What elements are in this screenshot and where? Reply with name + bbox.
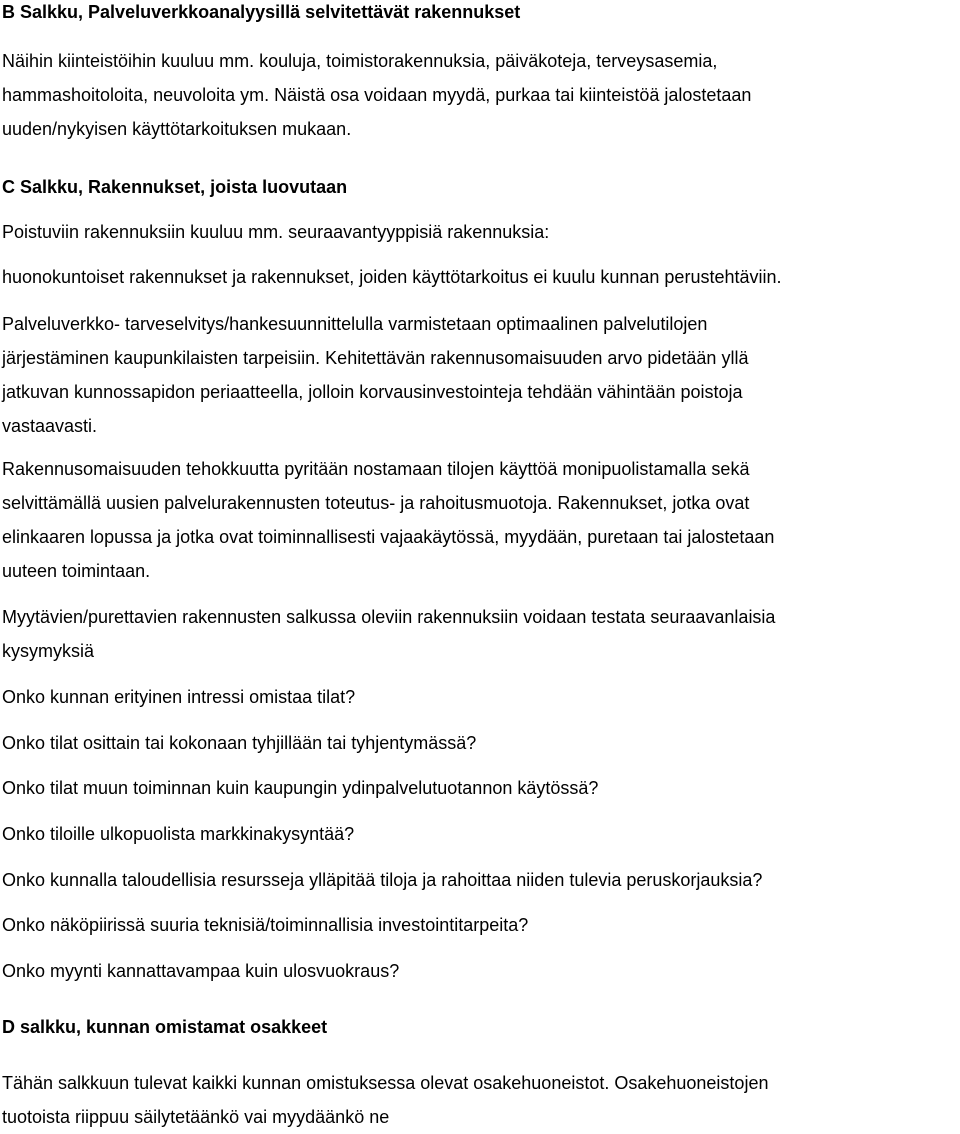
section-c-paragraph-3	[2, 600, 952, 668]
section-c-paragraph-1-line: vastaavasti.	[2, 416, 98, 436]
section-c-paragraph-3-line: Myytävien/purettavien rakennusten salkussa oleviin rakennuksiin voidaan testata seuraavanlaisia	[2, 607, 776, 627]
question-item: Onko kunnalla taloudellisia resursseja ylläpitää tiloja ja rahoittaa niiden tulevia peruskorjauksia?	[2, 870, 763, 890]
section-c-paragraph-3-line: kysymyksiä	[2, 641, 95, 661]
section-b-paragraph-line: hammashoitoloita, neuvoloita ym. Näistä osa voidaan myydä, purkaa tai kiinteistöä jalostetaan	[2, 85, 752, 105]
section-c-paragraph-2-line: selvittämällä uusien palvelurakennusten toteutus- ja rahoitusmuotoja. Rakennukset, jotka ovat	[2, 493, 750, 513]
question-item: Onko myynti kannattavampaa kuin ulosvuokraus?	[2, 961, 400, 981]
section-c-paragraph-2	[2, 452, 952, 588]
section-b-heading: B Salkku, Palveluverkkoanalyysillä selvitettävät rakennukset	[2, 2, 521, 22]
section-d-heading: D salkku, kunnan omistamat osakkeet	[2, 1017, 328, 1037]
section-c-paragraph-1	[2, 307, 952, 443]
section-c-paragraph-2-line: elinkaaren lopussa ja jotka ovat toiminnallisesti vajaakäytössä, myydään, puretaan tai jalostetaan	[2, 527, 775, 547]
section-c-paragraph-1-line: jatkuvan kunnossapidon periaatteella, jolloin korvausinvestointeja tehdään vähintään poistoja	[2, 382, 743, 402]
question-item: Onko tilat osittain tai kokonaan tyhjillään tai tyhjentymässä?	[2, 733, 477, 753]
section-c-intro: Poistuviin rakennuksiin kuuluu mm. seuraavantyyppisiä rakennuksia:	[2, 222, 550, 242]
section-c-paragraph-2-line: Rakennusomaisuuden tehokkuutta pyritään nostamaan tilojen käyttöä monipuolistamalla sekä	[2, 459, 750, 479]
section-b-paragraph-line: uuden/nykyisen käyttötarkoituksen mukaan.	[2, 119, 352, 139]
section-c-paragraph-2-line: uuteen toimintaan.	[2, 561, 151, 581]
question-item: Onko tiloille ulkopuolista markkinakysyntää?	[2, 824, 355, 844]
question-item: Onko kunnan erityinen intressi omistaa tilat?	[2, 687, 356, 707]
section-c-paragraph-1-line: järjestäminen kaupunkilaisten tarpeisiin. Kehitettävän rakennusomaisuuden arvo pidetään yllä	[2, 348, 749, 368]
section-d-paragraph-line: Tähän salkkuun tulevat kaikki kunnan omistuksessa olevat osakehuoneistot. Osakehuoneistojen	[2, 1073, 769, 1093]
section-c-paragraph-1-line: Palveluverkko- tarveselvitys/hankesuunnittelulla varmistetaan optimaalinen palvelutilojen	[2, 314, 708, 334]
section-d-paragraph-line: tuotoista riippuu säilytetäänkö vai myydäänkö ne	[2, 1107, 390, 1127]
section-c-heading: C Salkku, Rakennukset, joista luovutaan	[2, 177, 348, 197]
section-b-paragraph	[2, 44, 952, 146]
section-b-paragraph-line: Näihin kiinteistöihin kuuluu mm. kouluja, toimistorakennuksia, päiväkoteja, terveysasemia,	[2, 51, 718, 71]
section-d-paragraph	[2, 1066, 952, 1134]
section-c-types-line: huonokuntoiset rakennukset ja rakennukset, joiden käyttötarkoitus ei kuulu kunnan perustehtäviin.	[2, 267, 782, 287]
question-item: Onko tilat muun toiminnan kuin kaupungin ydinpalvelutuotannon käytössä?	[2, 778, 599, 798]
question-item: Onko näköpiirissä suuria teknisiä/toiminnallisia investointitarpeita?	[2, 915, 529, 935]
